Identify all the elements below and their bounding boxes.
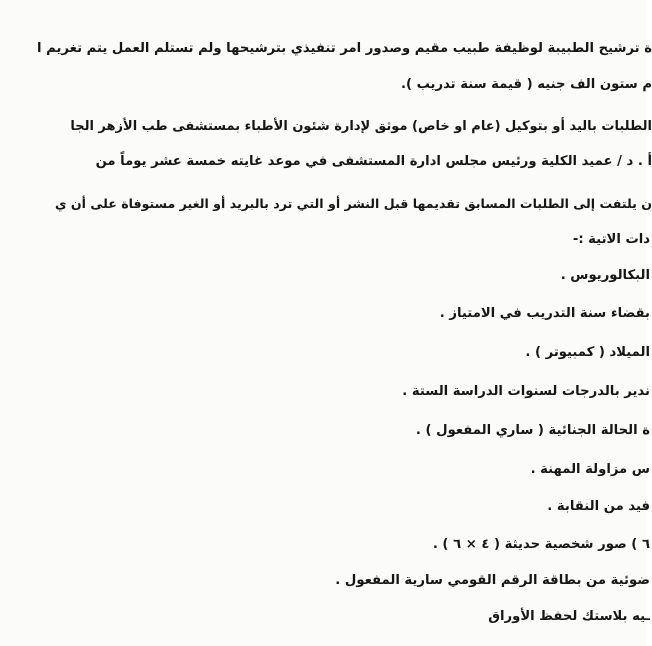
document-line-4: أ . د / عميد الكلية ورئيس مجلس ادارة المستشفى في موعد غايته خمسة عشر يوماً من [95,154,652,169]
document-line-10: ندير بالدرجات لسنوات الدراسة الستة . [402,384,650,399]
document-line-16: ـيه بلاستك لحفظ الأوراق [488,609,650,624]
document-line-7: البكالوريوس . [560,268,650,283]
document-line-6: دات الاتية :- [572,232,650,247]
document-line-15: ضوئية من بطاقة الرقم القومي سارية المفعول . [335,573,650,588]
document-line-9: الميلاد ( كمبيوتر ) . [525,345,650,360]
document-line-11: ة الحالة الجنائية ( ساري المفعول ) . [415,423,650,438]
document-line-12: س مزاولة المهنة . [530,462,650,477]
document-line-5: ن يلتفت إلى الطلبات المسابق تقديمها قبل النشر أو التي ترد بالبريد أو الغير مستوفاة على أن ي [54,196,652,211]
document-line-3: الطلبات باليد أو بتوكيل (عام او خاص) موثق لإدارة شئون الأطباء بمستشفى طب الأزهر الجا [70,119,652,134]
document-line-2: م ستون الف جنيه ( قيمة سنة تدريب ). [400,77,652,92]
document-line-1: ة ترشيح الطبيبة لوظيفة طبيب مقيم وصدور امر تنفيذي بترشيحها ولم تستلم العمل يتم تغريم ا [37,41,652,56]
document-line-13: فيد من النقابة . [547,499,650,514]
document-line-8: بقضاء سنة التدريب في الامتياز . [439,306,650,321]
document-line-14: ٦ ) صور شخصية حديثة ( ٤ × ٦ ) . [432,537,650,552]
